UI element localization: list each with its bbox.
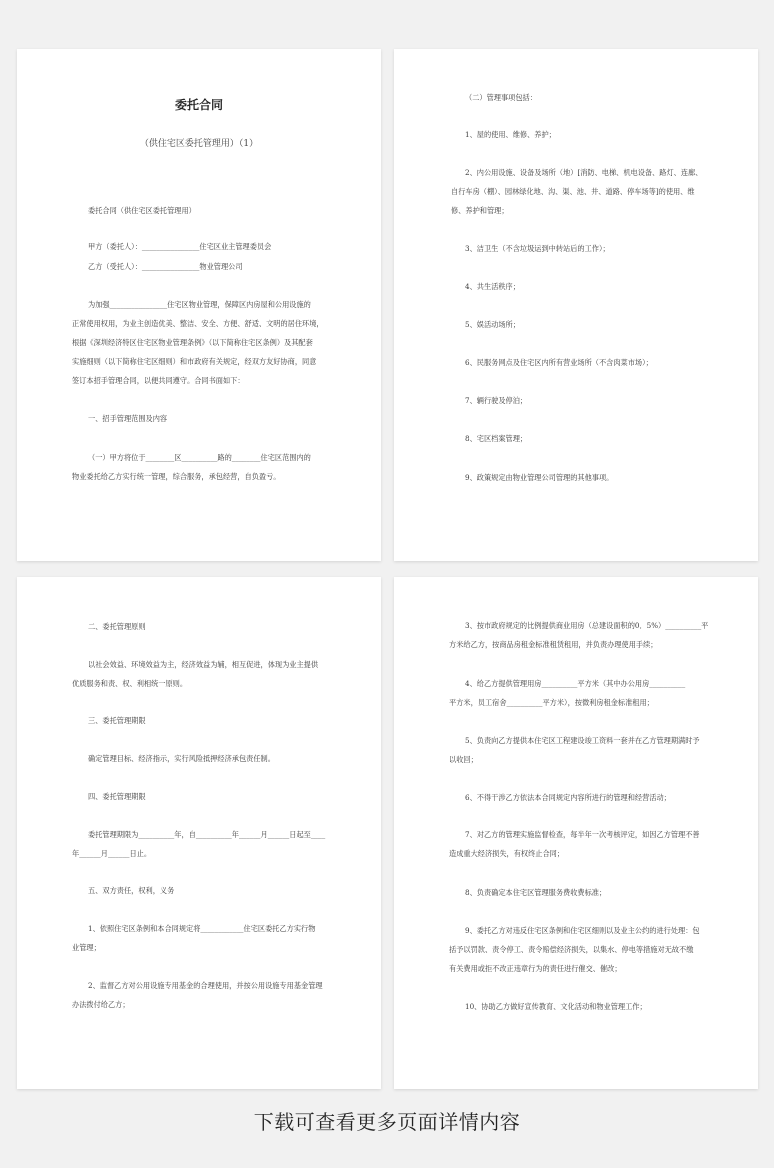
party-a-line: 甲方（委托人）：________________住宅区业主管理委员会 bbox=[88, 242, 272, 251]
contract-title: 委托合同 bbox=[174, 98, 223, 112]
section-heading: 二、委托管理原则 bbox=[88, 622, 146, 631]
text-line: 年______月______日止。 bbox=[72, 849, 152, 858]
text-line: 实施细则（以下简称住宅区细则）和市政府有关规定，经双方友好协商，同意 bbox=[72, 357, 317, 366]
text-line: 物业委托给乙方实行统一管理，综合服务，承包经营，自负盈亏。 bbox=[72, 472, 281, 481]
list-item: 8、宅区档案管理； bbox=[465, 434, 528, 443]
list-item: 平方米，员工宿舍__________平方米），按微利房租金标准租用； bbox=[449, 698, 654, 707]
list-item: 7、辆行驶及停泊； bbox=[465, 396, 528, 405]
list-item: 方米给乙方，按商品房租金标准租赁租用，并负责办理使用手续； bbox=[449, 640, 658, 649]
section-heading: 三、委托管理期限 bbox=[88, 716, 146, 725]
list-item: 6、不得干涉乙方依法本合同规定内容所进行的管理和经营活动； bbox=[465, 793, 671, 802]
list-item: 9、委托乙方对违反住宅区条例和住宅区细则以及业主公约的进行处理：包 bbox=[465, 926, 700, 935]
list-item: 7、对乙方的管理实施监督检查，每半年一次考核评定，如因乙方管理不善 bbox=[465, 830, 700, 839]
text-line: （一）甲方将位于________区__________路的________住宅区范围内的 bbox=[88, 453, 311, 462]
list-item: 有关费用或拒不改正违章行为的责任进行催交、催改； bbox=[449, 964, 622, 973]
list-item: 3、按市政府规定的比例提供商业用房（总建设面积的0．5%）__________平 bbox=[465, 621, 709, 630]
text-line: 确定管理目标、经济指示，实行风险抵押经济承包责任制。 bbox=[88, 754, 275, 763]
document-page-1 bbox=[17, 49, 381, 561]
list-item: 自行车房（棚）、园林绿化地、沟、渠、池、井、道路、停车场等]的使用、维 bbox=[451, 187, 695, 196]
download-more-caption: 下载可查看更多页面详情内容 bbox=[253, 1110, 521, 1134]
document-page-4 bbox=[394, 577, 758, 1089]
text-line: 根据《深圳经济特区住宅区物业管理条例》（以下简称住宅区条例）及其配套 bbox=[72, 338, 313, 347]
list-item: 6、民服务网点及住宅区内所有营业场所（不含肉菜市场）； bbox=[465, 358, 653, 367]
list-item: 造成重大经济损失，有权终止合同； bbox=[449, 849, 565, 858]
text-line: 签订本招手管理合同，以便共同遵守。合同书面如下： bbox=[72, 376, 245, 385]
text-line: 为加强________________住宅区物业管理，保障区内房屋和公用设施的 bbox=[88, 300, 311, 309]
document-page-3 bbox=[17, 577, 381, 1089]
list-item: 10、协助乙方做好宣传教育、文化活动和物业管理工作； bbox=[465, 1002, 647, 1011]
section-heading: 五、双方责任，权利，义务 bbox=[88, 886, 175, 895]
contract-subtitle: （供住宅区委托管理用）（1） bbox=[139, 139, 259, 149]
text-line: 正常使用权用，为业主创造优美、整洁、安全、方便、舒适、文明的居住环境， bbox=[72, 319, 324, 328]
text-line: 委托管理期限为__________年，自__________年______月______日起至____ bbox=[88, 830, 326, 839]
text-line: 以社会效益、环境效益为主，经济效益为辅，相互促进，体现为业主提供 bbox=[88, 660, 319, 669]
section-heading: 一、招手管理范围及内容 bbox=[88, 414, 168, 423]
list-item: 3、洁卫生（不含垃圾运到中转站后的工作）； bbox=[465, 244, 610, 253]
section-heading: （二）管理事项包括： bbox=[465, 93, 537, 102]
list-item: 4、给乙方提供管理用房__________平方米（其中办公用房__________ bbox=[465, 679, 686, 688]
text-line: 2、监督乙方对公用设施专用基金的合理使用，并按公用设施专用基金管理 bbox=[88, 981, 323, 990]
text-line: 办法拨付给乙方； bbox=[72, 1000, 130, 1009]
list-item: 修、养护和管理； bbox=[451, 206, 509, 215]
text-line: 1、依照住宅区条例和本合同规定将____________住宅区委托乙方实行物 bbox=[88, 924, 316, 933]
list-item: 5、娱活动场所； bbox=[465, 320, 520, 329]
list-item: 9、政策规定由物业管理公司管理的其他事项。 bbox=[465, 473, 614, 482]
text-line: 委托合同（供住宅区委托管理用） bbox=[88, 206, 196, 215]
list-item: 4、共生活秩序； bbox=[465, 282, 520, 291]
list-item: 以收回； bbox=[449, 755, 478, 764]
section-heading: 四、委托管理期限 bbox=[88, 792, 146, 801]
document-page-2 bbox=[394, 49, 758, 561]
list-item: 8、负责确定本住宅区管理服务费收费标准； bbox=[465, 888, 607, 897]
list-item: 1、屋的使用、维修、养护； bbox=[465, 130, 556, 139]
list-item: 括予以罚款、责令停工、责令赔偿经济损失，以集水、停电等措施对无故不缴 bbox=[449, 945, 694, 954]
text-line: 优质服务和责、权、利相统一原则。 bbox=[72, 679, 188, 688]
party-b-line: 乙方（受托人）：________________物业管理公司 bbox=[88, 262, 243, 271]
text-line: 业管理； bbox=[72, 943, 101, 952]
list-item: 2、内公用设施、设备及场所（地）[消防、电梯、机电设备、路灯、连廊、 bbox=[465, 168, 703, 177]
list-item: 5、负责向乙方提供本住宅区工程建设竣工资料一套并在乙方管理期满时予 bbox=[465, 736, 700, 745]
